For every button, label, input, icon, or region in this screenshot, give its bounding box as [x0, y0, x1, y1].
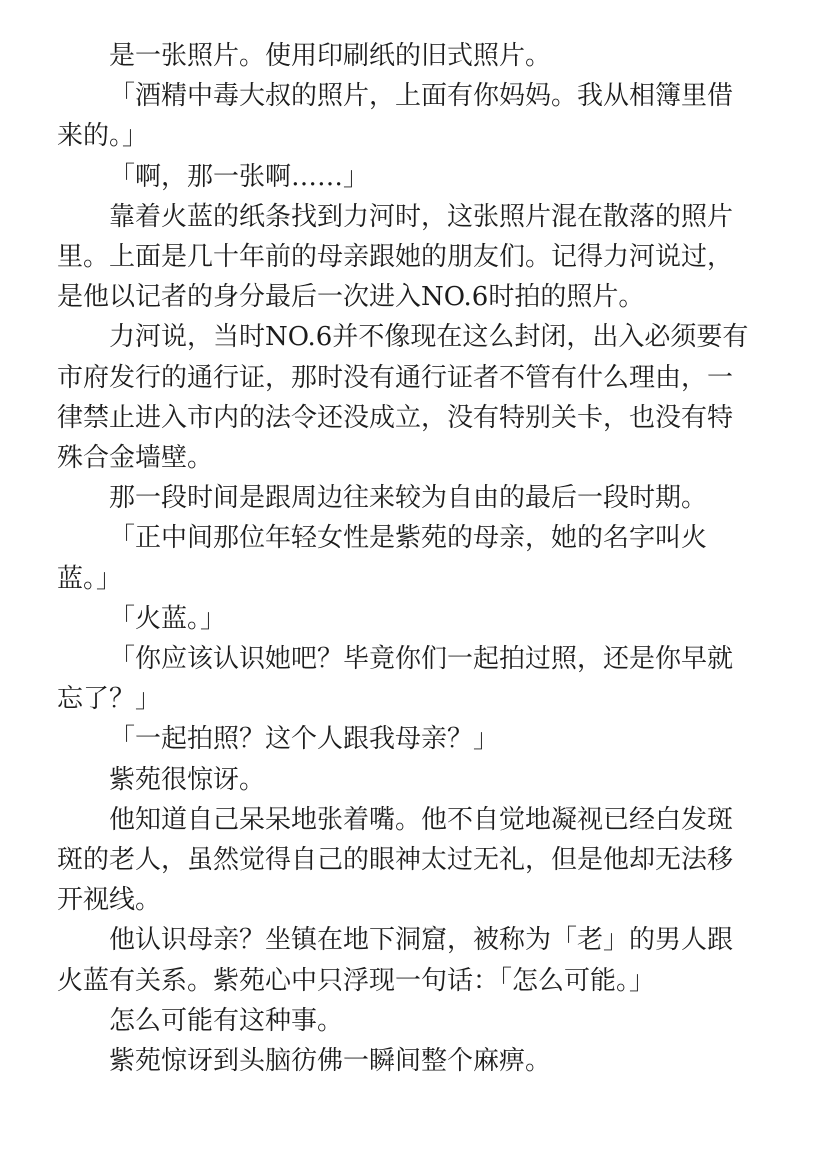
- paragraph-2: 「酒精中毒大叔的照片，上面有你妈妈。我从相簿里借 来的。」: [57, 81, 734, 152]
- paragraph-8: 「火蓝。」: [109, 603, 227, 634]
- paragraph-11: 紫苑很惊讶。: [109, 764, 266, 795]
- document-page: [57, 36, 757, 1081]
- paragraph-10: 「一起拍照？这个人跟我母亲？」: [109, 724, 500, 755]
- paragraph-9: 「你应该认识她吧？毕竟你们一起拍过照，还是你早就 忘了？」: [57, 644, 734, 715]
- paragraph-4: 靠着火蓝的纸条找到力河时，这张照片混在散落的照片 里。上面是几十年前的母亲跟她的朋友们。记得力河说过， 是他以记者的身分最后一次进入NO.6时拍的照片。: [57, 201, 734, 313]
- paragraph-13: 他认识母亲？坐镇在地下洞窟，被称为「老」的男人跟 火蓝有关系。紫苑心中只浮现一句话：「怎么可能。」: [57, 925, 734, 996]
- paragraph-1: 是一张照片。使用印刷纸的旧式照片。: [109, 41, 552, 71]
- paragraph-5: 力河说，当时NO.6并不像现在这么封闭，出入必须要有 市府发行的通行证，那时没有通行证者不管有什么理由，一 律禁止进入市内的法令还没成立，没有特别关卡，也没有特 殊合金墙壁。: [57, 322, 749, 474]
- paragraph-6: 那一段时间是跟周边往来较为自由的最后一段时期。: [109, 483, 708, 514]
- paragraph-12: 他知道自己呆呆地张着嘴。他不自觉地凝视已经白发斑 斑的老人，虽然觉得自己的眼神太过无礼，但是他却无法移 开视线。: [57, 804, 734, 916]
- paragraph-7: 「正中间那位年轻女性是紫苑的母亲，她的名字叫火 蓝。」: [57, 523, 708, 594]
- paragraph-3: 「啊，那一张啊……」: [109, 161, 370, 192]
- paragraph-14: 怎么可能有这种事。: [109, 1005, 344, 1036]
- paragraph-15: 紫苑惊讶到头脑彷佛一瞬间整个麻痹。: [109, 1046, 552, 1077]
